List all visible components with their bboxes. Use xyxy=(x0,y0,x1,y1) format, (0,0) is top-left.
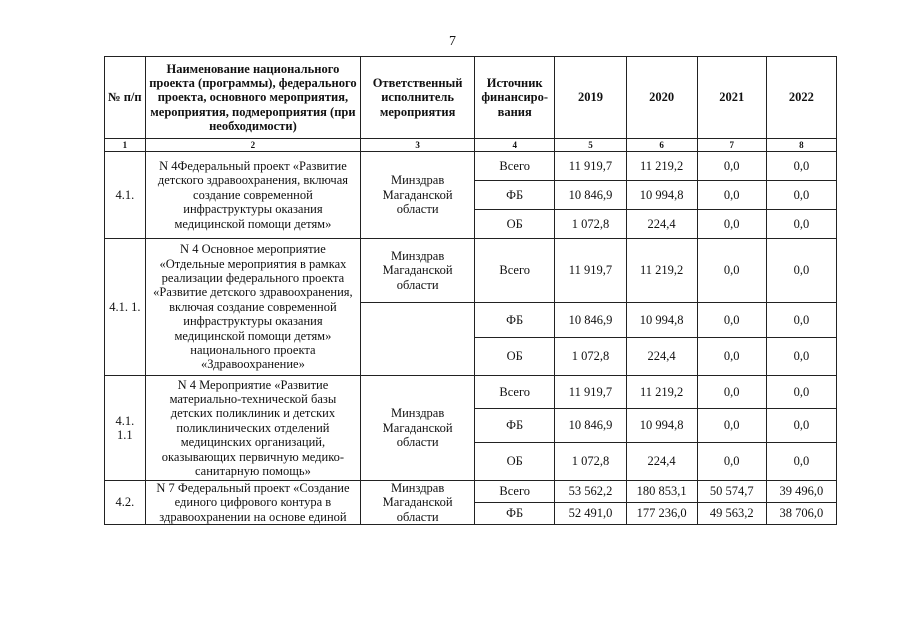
value-2019: 10 846,9 xyxy=(555,303,626,338)
value-2020: 10 994,8 xyxy=(626,303,697,338)
value-2020: 180 853,1 xyxy=(626,481,697,503)
value-2022: 0,0 xyxy=(766,443,836,481)
value-2021: 0,0 xyxy=(697,303,766,338)
value-2019: 11 919,7 xyxy=(555,152,626,181)
table-row xyxy=(105,152,837,181)
value-2021: 0,0 xyxy=(697,239,766,303)
row-source: Всего xyxy=(475,152,555,181)
row-source: ФБ xyxy=(475,181,555,210)
value-2021: 0,0 xyxy=(697,152,766,181)
value-2021: 50 574,7 xyxy=(697,481,766,503)
value-2019: 11 919,7 xyxy=(555,376,626,409)
index-cell: 2 xyxy=(145,139,361,152)
row-executor-empty xyxy=(361,303,475,376)
value-2022: 0,0 xyxy=(766,376,836,409)
row-source: ФБ xyxy=(475,409,555,443)
value-2021: 0,0 xyxy=(697,409,766,443)
value-2019: 53 562,2 xyxy=(555,481,626,503)
index-cell: 4 xyxy=(475,139,555,152)
value-2021: 0,0 xyxy=(697,181,766,210)
value-2019: 10 846,9 xyxy=(555,181,626,210)
row-number: 4.1. 1.1 xyxy=(105,376,146,481)
value-2020: 11 219,2 xyxy=(626,152,697,181)
value-2022: 39 496,0 xyxy=(766,481,836,503)
value-2021: 0,0 xyxy=(697,376,766,409)
value-2020: 224,4 xyxy=(626,338,697,376)
row-executor: Минздрав Магаданской области xyxy=(361,376,475,481)
header-name: Наименование национального проекта (программы), федерального проекта, основного мероприятия, мероприятия, подмероприятия (при необходимости) xyxy=(145,57,361,139)
row-source: ФБ xyxy=(475,303,555,338)
row-number: 4.2. xyxy=(105,481,146,525)
value-2020: 177 236,0 xyxy=(626,503,697,525)
header-row xyxy=(105,57,837,139)
row-name: N 4Федеральный проект «Развитие детского здравоохранения, включая создание современной инфраструктуры оказания медицинской помощи детям» xyxy=(145,152,361,239)
row-source: ОБ xyxy=(475,210,555,239)
value-2019: 52 491,0 xyxy=(555,503,626,525)
row-name: N 4 Основное мероприятие «Отдельные мероприятия в рамках реализации федерального проекта «Развитие детского здравоохранения, включая создание современной инфраструктуры оказания медицинской помощи детям» национального проекта «Здравоохранение» xyxy=(145,239,361,376)
header-num: № п/п xyxy=(105,57,146,139)
row-source: Всего xyxy=(475,481,555,503)
row-source: ФБ xyxy=(475,503,555,525)
value-2019: 11 919,7 xyxy=(555,239,626,303)
value-2022: 0,0 xyxy=(766,181,836,210)
value-2020: 11 219,2 xyxy=(626,376,697,409)
value-2022: 0,0 xyxy=(766,152,836,181)
row-number: 4.1. xyxy=(105,152,146,239)
row-name: N 4 Мероприятие «Развитие материально-технической базы детских поликлиник и детских поликлинических отделений медицинских организаций, оказывающих первичную медико-санитарную помощь» xyxy=(145,376,361,481)
value-2022: 0,0 xyxy=(766,338,836,376)
value-2022: 0,0 xyxy=(766,303,836,338)
value-2021: 0,0 xyxy=(697,443,766,481)
index-row xyxy=(105,139,837,152)
row-executor: Минздрав Магаданской области xyxy=(361,152,475,239)
value-2019: 1 072,8 xyxy=(555,210,626,239)
header-2021: 2021 xyxy=(697,57,766,139)
value-2022: 0,0 xyxy=(766,210,836,239)
table-row xyxy=(105,481,837,503)
value-2019: 1 072,8 xyxy=(555,443,626,481)
table-row xyxy=(105,376,837,409)
value-2020: 224,4 xyxy=(626,443,697,481)
value-2020: 11 219,2 xyxy=(626,239,697,303)
header-2020: 2020 xyxy=(626,57,697,139)
value-2022: 0,0 xyxy=(766,239,836,303)
value-2021: 0,0 xyxy=(697,338,766,376)
index-cell: 5 xyxy=(555,139,626,152)
value-2021: 0,0 xyxy=(697,210,766,239)
header-executor: Ответственный исполнитель мероприятия xyxy=(361,57,475,139)
value-2022: 38 706,0 xyxy=(766,503,836,525)
row-source: ОБ xyxy=(475,443,555,481)
row-source: ОБ xyxy=(475,338,555,376)
row-source: Всего xyxy=(475,239,555,303)
row-executor: Минздрав Магаданской области xyxy=(361,481,475,525)
value-2020: 224,4 xyxy=(626,210,697,239)
index-cell: 7 xyxy=(697,139,766,152)
value-2020: 10 994,8 xyxy=(626,409,697,443)
page-number: 7 xyxy=(449,34,456,49)
row-executor: Минздрав Магаданской области xyxy=(361,239,475,303)
table-row xyxy=(105,239,837,303)
row-number: 4.1. 1. xyxy=(105,239,146,376)
header-source: Источник финансиро-вания xyxy=(475,57,555,139)
value-2021: 49 563,2 xyxy=(697,503,766,525)
index-cell: 1 xyxy=(105,139,146,152)
budget-table xyxy=(104,56,837,525)
value-2019: 1 072,8 xyxy=(555,338,626,376)
index-cell: 8 xyxy=(766,139,836,152)
value-2022: 0,0 xyxy=(766,409,836,443)
value-2020: 10 994,8 xyxy=(626,181,697,210)
index-cell: 6 xyxy=(626,139,697,152)
header-2019: 2019 xyxy=(555,57,626,139)
row-source: Всего xyxy=(475,376,555,409)
value-2019: 10 846,9 xyxy=(555,409,626,443)
index-cell: 3 xyxy=(361,139,475,152)
header-2022: 2022 xyxy=(766,57,836,139)
row-name: N 7 Федеральный проект «Создание единого цифрового контура в здравоохранении на основе единой xyxy=(145,481,361,525)
